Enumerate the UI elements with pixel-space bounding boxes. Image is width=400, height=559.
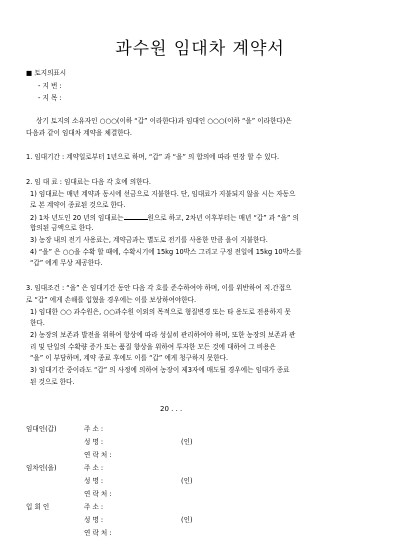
clause-3-heading-line-1: 3. 임대조건 : “을” 은 임대기간 동안 다음 각 호를 준수하여야 하며, 이를 위반하여 직.간접으 xyxy=(26,284,292,292)
clause-2-item-1-line-2: 로 본 계약이 종료된 것으로 한다. xyxy=(30,201,126,209)
clause-2-item-4-line-2: “갑” 에게 무상 제공한다. xyxy=(30,259,103,267)
rent-amount-blank xyxy=(124,213,148,220)
clause-2-item-1-line-1: 1) 임대료는 매년 계약과 동시에 선금으로 지불한다. 단, 임대료가 지불되지 않을 시는 자동으 xyxy=(30,190,296,198)
clause-3-item-3-line-2: 된 것으로 한다. xyxy=(30,378,75,386)
clause-3-item-2-line-1: 2) 농장의 보존과 발전을 위하여 항상에 따라 성실히 관리하여야 하며, 또한 농장의 보존과 관 xyxy=(30,331,296,339)
clause-3-item-2-line-2: 리 및 단일의 수확량 증가 또는 품질 향상을 위하여 투자한 모든 것에 대하여 그 비용은 xyxy=(30,343,276,351)
property-lot-number: - 지 번 : xyxy=(38,82,62,90)
clause-2-item-4-line-1: 4) “을” 은 ○○을 수확 할 때에, 수확시기에 15kg 10박스 그리고 구정 전일에 15kg 10박스를 xyxy=(30,248,302,256)
clause-2-item-2-line-2: 합의된 금액으로 한다. xyxy=(30,224,94,232)
property-heading: ■ 토지의표시 xyxy=(26,69,67,77)
intro-line-2: 다음과 같이 임대차 계약을 체결한다. xyxy=(26,129,133,137)
lessee-contact-label: 연 락 처 : xyxy=(84,490,112,498)
clause-3-item-1-line-2: 한다. xyxy=(30,319,45,327)
property-land-category: - 지 목 : xyxy=(38,94,62,102)
contract-date: 20 . . . xyxy=(160,405,183,413)
clause-3-item-2-line-3: “을” 이 부담하며, 계약 종료 후에도 이를 “갑” 에게 청구하지 못한다. xyxy=(30,354,229,362)
witness-address-label: 주 소 : xyxy=(84,503,104,511)
clause-1-lease-period: 1. 임대기간 : 계약일로부터 1년으로 하며, “갑” 과 “을” 의 합의에 따라 연장 할 수 있다. xyxy=(26,153,280,161)
witness-name-label: 성 명 : xyxy=(84,516,104,524)
lessee-seal: (인) xyxy=(181,477,193,485)
lessee-label: 임차인(을) xyxy=(26,464,57,472)
clause-2-item-2-line-1 xyxy=(30,213,299,223)
lessee-address-label: 주 소 : xyxy=(84,464,104,472)
clause-2-item-3: 3) 농장 내의 전기 사용료는, 계약금과는 별도로 전기를 사용한 만큼 을이 지불한다. xyxy=(30,236,268,244)
intro-line-1: 상기 토지의 소유자인 ○○○(이하 “갑” 이라한다)과 임대인 ○○○(이하 “을” 이라한다)은 xyxy=(36,117,292,125)
lessor-address-label: 주 소 : xyxy=(84,425,104,433)
lessor-name-label: 성 명 : xyxy=(84,438,104,446)
lessor-label: 임대인(갑) xyxy=(26,425,57,433)
clause-2-item-2-text-b: 원으로 하고, 2차년 이후부터는 매년 “갑” 과 “을” 의 xyxy=(147,214,299,222)
clause-2-item-2-text-a: 2) 1차 년도인 20 년의 임대료는 xyxy=(30,214,124,222)
witness-seal: (인) xyxy=(181,516,193,524)
document-title: 과수원 임대차 계약서 xyxy=(115,39,285,59)
lessor-seal: (인) xyxy=(181,438,193,446)
lessor-contact-label: 연 락 처 : xyxy=(84,451,112,459)
clause-2-heading: 2. 임 대 료 : 임대료는 다음 각 호에 의한다. xyxy=(26,178,152,186)
clause-3-item-1-line-1: 1) 임대한 ○○ 과수원은, ○○과수원 이외의 목적으로 형질변경 또는 타 용도로 전용하지 못 xyxy=(30,308,291,316)
clause-3-heading-line-2: 로 “갑” 에게 손해를 입혔을 경우에는 이를 보상하여야한다. xyxy=(26,296,197,304)
clause-3-item-3-line-1: 3) 임대기간 중이라도 “갑” 의 사정에 의하여 농장이 제3자에 매도될 경우에는 임대가 종료 xyxy=(30,366,290,374)
witness-contact-label: 연 락 처 : xyxy=(84,529,112,537)
witness-label: 입 회 인 xyxy=(26,503,50,511)
lessee-name-label: 성 명 : xyxy=(84,477,104,485)
